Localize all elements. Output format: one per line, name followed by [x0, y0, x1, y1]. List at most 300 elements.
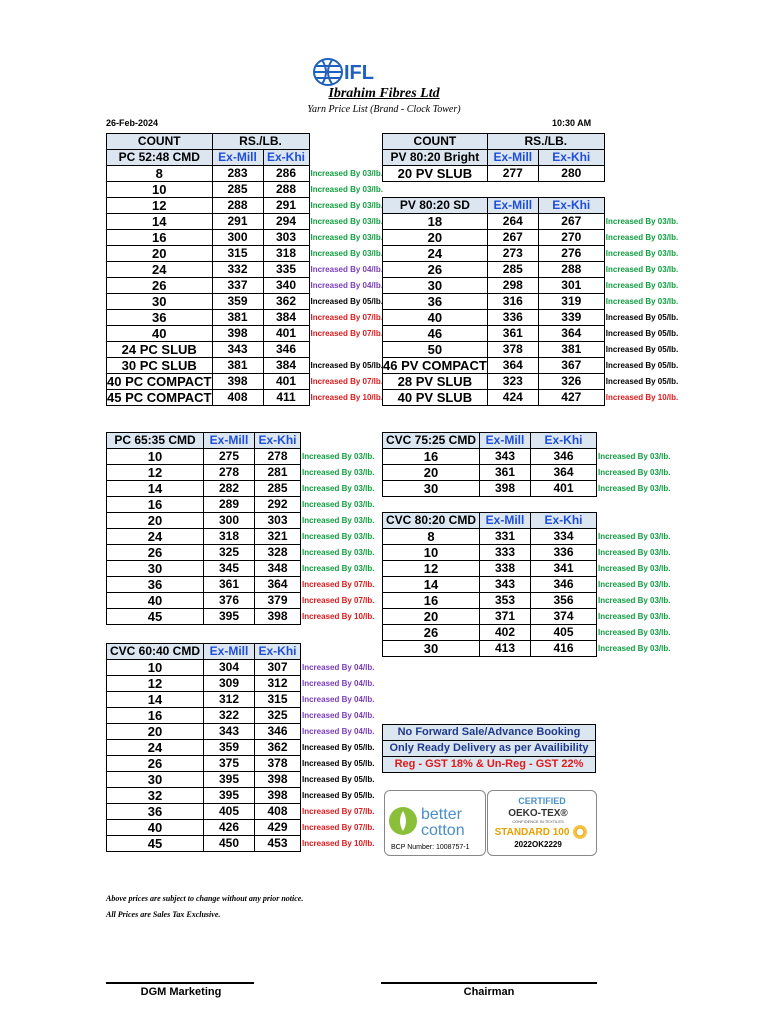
count-cell: 18 — [383, 214, 488, 230]
ex-khi-price: 288 — [263, 182, 309, 198]
count-cell: 14 — [107, 692, 204, 708]
change-note: Increased By 03/lb. — [302, 564, 375, 573]
price-row — [383, 166, 683, 182]
ex-mill-price: 450 — [204, 836, 255, 852]
change-note: Increased By 03/lb. — [302, 468, 375, 477]
price-row — [107, 529, 379, 545]
ex-khi-price: 319 — [538, 294, 604, 310]
price-row — [107, 198, 388, 214]
change-note: Increased By 04/lb. — [302, 663, 375, 672]
ex-khi-price: 362 — [255, 740, 301, 756]
company-name: Ibrahim Fibres Ltd — [328, 86, 440, 101]
ex-khi-price: 291 — [263, 198, 309, 214]
change-note: Increased By 03/lb. — [605, 281, 679, 290]
ex-khi-price: 364 — [538, 326, 604, 342]
count-cell: 14 — [107, 481, 204, 497]
change-note: Increased By 07/lb. — [302, 596, 375, 605]
section-title: PV 80:20 SD — [383, 198, 488, 214]
ex-khi-price: 401 — [263, 374, 309, 390]
count-cell: 16 — [383, 449, 480, 465]
ex-khi-price: 384 — [263, 310, 309, 326]
ex-mill-price: 264 — [487, 214, 538, 230]
price-row — [107, 465, 379, 481]
section-title: CVC 80:20 CMD — [383, 513, 480, 529]
change-note: Increased By 04/lb. — [302, 679, 375, 688]
ex-mill-price: 283 — [212, 166, 263, 182]
change-note: Increased By 03/lb. — [605, 233, 679, 242]
count-cell: 24 — [107, 740, 204, 756]
ex-mill-price: 361 — [480, 465, 531, 481]
price-row — [107, 708, 379, 724]
notice-gst: Reg - GST 18% & Un-Reg - GST 22% — [382, 756, 596, 773]
price-row — [107, 820, 379, 836]
change-note: Increased By 05/lb. — [302, 775, 375, 784]
price-row — [107, 230, 388, 246]
rs-per-lb-header: RS./LB. — [212, 134, 309, 150]
ex-khi-price: 381 — [538, 342, 604, 358]
ex-mill-price: 331 — [480, 529, 531, 545]
price-row — [107, 481, 379, 497]
ex-mill-price: 371 — [480, 609, 531, 625]
price-row — [383, 278, 683, 294]
count-cell: 30 PC SLUB — [107, 358, 213, 374]
change-note: Increased By 03/lb. — [598, 580, 671, 589]
change-note: Increased By 03/lb. — [310, 201, 383, 210]
ex-khi-price: 411 — [263, 390, 309, 406]
section-title: PC 52:48 CMD — [107, 150, 213, 166]
ex-khi-price: 267 — [538, 214, 604, 230]
ex-mill-price: 402 — [480, 625, 531, 641]
count-cell: 30 — [107, 294, 213, 310]
ex-mill-price: 325 — [204, 545, 255, 561]
price-row — [383, 310, 683, 326]
ex-khi-price: 307 — [255, 660, 301, 676]
ex-mill-price: 315 — [212, 246, 263, 262]
change-note: Increased By 03/lb. — [310, 217, 383, 226]
ex-khi-price: 408 — [255, 804, 301, 820]
price-row — [383, 214, 683, 230]
price-row — [107, 310, 388, 326]
change-note: Increased By 03/lb. — [598, 628, 671, 637]
ex-khi-price: 340 — [263, 278, 309, 294]
change-note: Increased By 03/lb. — [598, 596, 671, 605]
change-note: Increased By 03/lb. — [598, 484, 671, 493]
ex-khi-price: 398 — [255, 788, 301, 804]
ex-mill-header: Ex-Mill — [204, 644, 255, 660]
svg-text:2022OK2229: 2022OK2229 — [514, 840, 562, 849]
ex-khi-price: 288 — [538, 262, 604, 278]
count-cell: 30 — [107, 561, 204, 577]
price-row — [107, 246, 388, 262]
ex-mill-price: 395 — [204, 772, 255, 788]
oeko-tex-logo — [487, 790, 597, 856]
ex-khi-price: 292 — [255, 497, 301, 513]
ex-mill-price: 298 — [487, 278, 538, 294]
ex-mill-price: 405 — [204, 804, 255, 820]
price-row — [383, 593, 675, 609]
price-date: 26-Feb-2024 — [106, 118, 159, 128]
ex-mill-price: 343 — [204, 724, 255, 740]
count-cell: 26 — [107, 278, 213, 294]
count-cell: 20 — [383, 230, 488, 246]
price-list-subtitle: Yarn Price List (Brand - Clock Tower) — [307, 104, 461, 115]
price-row — [107, 182, 388, 198]
price-row — [383, 641, 675, 657]
change-note: Increased By 03/lb. — [598, 452, 671, 461]
count-cell: 46 — [383, 326, 488, 342]
svg-text:STANDARD 100: STANDARD 100 — [494, 827, 570, 838]
count-cell: 45 — [107, 609, 204, 625]
ex-mill-price: 343 — [480, 449, 531, 465]
price-row — [107, 342, 388, 358]
svg-text:IFL: IFL — [344, 62, 374, 84]
notice-ready-delivery: Only Ready Delivery as per Availibility — [382, 740, 596, 757]
section-title: CVC 75:25 CMD — [383, 433, 480, 449]
ex-mill-price: 336 — [487, 310, 538, 326]
count-cell: 32 — [107, 788, 204, 804]
count-cell: 16 — [107, 230, 213, 246]
ex-khi-price: 335 — [263, 262, 309, 278]
change-note: Increased By 03/lb. — [302, 484, 375, 493]
notice-forward-sale: No Forward Sale/Advance Booking — [382, 724, 596, 741]
svg-text:better: better — [421, 806, 462, 823]
change-note: Increased By 03/lb. — [598, 532, 671, 541]
count-cell: 36 — [107, 577, 204, 593]
oeko-tex-sun-icon — [573, 825, 587, 839]
ex-mill-price: 277 — [487, 166, 538, 182]
ex-khi-price: 328 — [255, 545, 301, 561]
change-note: Increased By 03/lb. — [310, 233, 383, 242]
ex-mill-price: 398 — [212, 326, 263, 342]
ex-mill-price: 345 — [204, 561, 255, 577]
ex-khi-price: 270 — [538, 230, 604, 246]
ex-khi-header: Ex-Khi — [538, 150, 604, 166]
price-row — [107, 326, 388, 342]
change-note: Increased By 05/lb. — [302, 759, 375, 768]
count-cell: 26 — [107, 545, 204, 561]
change-note: Increased By 03/lb. — [302, 548, 375, 557]
change-note: Increased By 03/lb. — [302, 532, 375, 541]
signature-chairman: Chairman — [463, 986, 515, 998]
change-note — [604, 166, 682, 182]
count-cell: 16 — [383, 593, 480, 609]
change-note: Increased By 03/lb. — [605, 249, 679, 258]
ex-khi-price: 356 — [531, 593, 597, 609]
price-row — [383, 230, 683, 246]
ex-khi-price: 286 — [263, 166, 309, 182]
ex-mill-price: 338 — [480, 561, 531, 577]
count-cell: 10 — [107, 449, 204, 465]
change-note — [309, 342, 387, 358]
change-note: Increased By 03/lb. — [598, 564, 671, 573]
change-note: Increased By 03/lb. — [598, 548, 671, 557]
change-note: Increased By 10/lb. — [302, 839, 375, 848]
ex-khi-price: 427 — [538, 390, 604, 406]
ex-mill-price: 375 — [204, 756, 255, 772]
ex-mill-price: 395 — [204, 609, 255, 625]
price-row — [107, 561, 379, 577]
price-row — [107, 497, 379, 513]
count-cell: 24 PC SLUB — [107, 342, 213, 358]
count-cell: 20 PV SLUB — [383, 166, 488, 182]
ex-mill-price: 361 — [204, 577, 255, 593]
ex-khi-price: 341 — [531, 561, 597, 577]
ex-mill-price: 291 — [212, 214, 263, 230]
ex-mill-price: 424 — [487, 390, 538, 406]
ex-khi-price: 379 — [255, 593, 301, 609]
ex-mill-price: 273 — [487, 246, 538, 262]
change-note: Increased By 05/lb. — [605, 361, 679, 370]
change-note: Increased By 05/lb. — [310, 297, 383, 306]
ex-mill-price: 323 — [487, 374, 538, 390]
ex-khi-price: 334 — [531, 529, 597, 545]
svg-text:BCP Number: 1008757-1: BCP Number: 1008757-1 — [391, 844, 470, 851]
count-cell: 12 — [107, 676, 204, 692]
ex-mill-price: 408 — [212, 390, 263, 406]
signature-line-chairman — [381, 982, 597, 984]
ex-khi-price: 312 — [255, 676, 301, 692]
ex-mill-price: 300 — [204, 513, 255, 529]
count-cell: 30 — [383, 481, 480, 497]
count-cell: 16 — [107, 497, 204, 513]
ex-khi-price: 346 — [531, 577, 597, 593]
change-note: Increased By 03/lb. — [302, 452, 375, 461]
change-note: Increased By 05/lb. — [302, 743, 375, 752]
price-time: 10:30 AM — [552, 118, 592, 128]
ex-mill-price: 285 — [212, 182, 263, 198]
count-cell: 46 PV COMPACT — [383, 358, 487, 373]
price-row — [107, 593, 379, 609]
count-cell: 16 — [107, 708, 204, 724]
change-note: Increased By 03/lb. — [310, 185, 383, 194]
count-cell: 14 — [107, 214, 213, 230]
count-cell: 30 — [383, 278, 488, 294]
ex-mill-header: Ex-Mill — [480, 433, 531, 449]
count-cell: 20 — [383, 465, 480, 481]
count-cell: 24 — [383, 246, 488, 262]
price-row — [383, 262, 683, 278]
cvc-75-25-table — [382, 432, 675, 657]
ex-khi-price: 326 — [538, 374, 604, 390]
ex-khi-header: Ex-Khi — [255, 644, 301, 660]
price-row — [383, 545, 675, 561]
footer-note-price-change: Above prices are subject to change without any prior notice. — [106, 894, 304, 903]
price-row — [107, 724, 379, 740]
change-note: Increased By 04/lb. — [302, 695, 375, 704]
change-note: Increased By 03/lb. — [598, 468, 671, 477]
ex-khi-price: 278 — [255, 449, 301, 465]
ex-khi-price: 346 — [531, 449, 597, 465]
change-note: Increased By 07/lb. — [310, 329, 383, 338]
better-cotton-logo — [384, 790, 486, 856]
ex-khi-price: 315 — [255, 692, 301, 708]
pc-65-35-table — [106, 432, 379, 625]
ex-mill-price: 278 — [204, 465, 255, 481]
count-cell: 26 — [107, 756, 204, 772]
change-note: Increased By 05/lb. — [605, 313, 679, 322]
svg-text:CERTIFIED: CERTIFIED — [518, 796, 566, 806]
price-row — [107, 577, 379, 593]
change-note: Increased By 07/lb. — [302, 807, 375, 816]
count-cell: 40 PC COMPACT — [107, 374, 212, 389]
price-row — [383, 326, 683, 342]
ex-khi-header: Ex-Khi — [531, 513, 597, 529]
ex-mill-price: 398 — [212, 374, 263, 390]
section-title: PV 80:20 Bright — [383, 150, 488, 166]
ex-khi-price: 416 — [531, 641, 597, 657]
change-note: Increased By 03/lb. — [598, 612, 671, 621]
price-row — [107, 294, 388, 310]
cvc-60-40-table — [106, 643, 379, 852]
ex-mill-header: Ex-Mill — [204, 433, 255, 449]
change-note: Increased By 07/lb. — [302, 823, 375, 832]
ex-mill-price: 275 — [204, 449, 255, 465]
sales-notice — [382, 725, 596, 773]
change-note: Increased By 07/lb. — [310, 313, 383, 322]
ex-khi-price: 294 — [263, 214, 309, 230]
price-row — [383, 609, 675, 625]
change-note: Increased By 03/lb. — [605, 265, 679, 274]
change-note: Increased By 07/lb. — [310, 377, 383, 386]
ex-mill-price: 395 — [204, 788, 255, 804]
count-cell: 24 — [107, 529, 204, 545]
price-row — [107, 756, 379, 772]
ex-khi-price: 401 — [263, 326, 309, 342]
ex-khi-price: 362 — [263, 294, 309, 310]
ex-mill-header: Ex-Mill — [212, 150, 263, 166]
price-row — [107, 214, 388, 230]
ex-khi-price: 281 — [255, 465, 301, 481]
ex-khi-price: 374 — [531, 609, 597, 625]
count-cell: 24 — [107, 262, 213, 278]
count-cell: 12 — [107, 198, 213, 214]
ex-khi-price: 367 — [538, 358, 604, 374]
change-note: Increased By 05/lb. — [605, 345, 679, 354]
ex-mill-price: 322 — [204, 708, 255, 724]
ex-mill-price: 413 — [480, 641, 531, 657]
price-row — [107, 449, 379, 465]
count-cell: 40 — [383, 310, 488, 326]
ex-khi-price: 325 — [255, 708, 301, 724]
ex-mill-price: 426 — [204, 820, 255, 836]
count-cell: 12 — [383, 561, 480, 577]
price-row — [107, 545, 379, 561]
ex-mill-price: 285 — [487, 262, 538, 278]
price-row — [383, 449, 675, 465]
change-note: Increased By 10/lb. — [310, 393, 383, 402]
ex-mill-price: 332 — [212, 262, 263, 278]
ex-mill-price: 300 — [212, 230, 263, 246]
change-note: Increased By 07/lb. — [302, 580, 375, 589]
price-row — [107, 358, 388, 374]
ex-khi-price: 346 — [263, 342, 309, 358]
ex-khi-price: 348 — [255, 561, 301, 577]
change-note: Increased By 03/lb. — [302, 500, 375, 509]
change-note: Increased By 03/lb. — [310, 169, 383, 178]
count-cell: 20 — [107, 513, 204, 529]
ex-khi-price: 339 — [538, 310, 604, 326]
section-title: CVC 60:40 CMD — [107, 644, 204, 660]
better-cotton-leaf-icon — [389, 807, 417, 835]
pv-80-20-table — [382, 133, 682, 406]
change-note: Increased By 05/lb. — [605, 377, 679, 386]
ex-mill-price: 289 — [204, 497, 255, 513]
ex-mill-price: 316 — [487, 294, 538, 310]
count-cell: 20 — [383, 609, 480, 625]
ex-mill-price: 361 — [487, 326, 538, 342]
price-row — [107, 513, 379, 529]
globe-icon — [314, 59, 342, 85]
change-note: Increased By 05/lb. — [605, 329, 679, 338]
change-note: Increased By 03/lb. — [310, 249, 383, 258]
rs-per-lb-header: RS./LB. — [487, 134, 604, 150]
change-note: Increased By 10/lb. — [605, 393, 679, 402]
price-row — [383, 374, 683, 390]
price-row — [107, 788, 379, 804]
price-row — [107, 836, 379, 852]
count-header: COUNT — [107, 134, 213, 150]
price-row — [107, 262, 388, 278]
ex-mill-price: 343 — [480, 577, 531, 593]
ex-khi-price: 453 — [255, 836, 301, 852]
price-row — [383, 342, 683, 358]
count-cell: 36 — [383, 294, 488, 310]
ex-mill-price: 381 — [212, 358, 263, 374]
ex-khi-price: 285 — [255, 481, 301, 497]
change-note: Increased By 03/lb. — [605, 217, 679, 226]
ex-mill-price: 353 — [480, 593, 531, 609]
ex-khi-price: 364 — [531, 465, 597, 481]
ex-mill-price: 381 — [212, 310, 263, 326]
pc-52-48-table — [106, 133, 388, 406]
ex-khi-price: 398 — [255, 609, 301, 625]
change-note: Increased By 03/lb. — [302, 516, 375, 525]
count-cell: 10 — [107, 660, 204, 676]
ex-khi-price: 276 — [538, 246, 604, 262]
price-row — [383, 577, 675, 593]
ex-mill-price: 364 — [487, 358, 538, 374]
ex-khi-price: 321 — [255, 529, 301, 545]
ex-khi-price: 346 — [255, 724, 301, 740]
ex-mill-header: Ex-Mill — [480, 513, 531, 529]
count-cell: 40 — [107, 326, 213, 342]
ex-mill-price: 343 — [212, 342, 263, 358]
signature-line-dgm — [106, 982, 254, 984]
price-row — [383, 390, 683, 406]
ex-khi-price: 429 — [255, 820, 301, 836]
price-row — [383, 561, 675, 577]
ex-khi-price: 303 — [255, 513, 301, 529]
count-cell: 8 — [107, 166, 213, 182]
count-header: COUNT — [383, 134, 488, 150]
ex-mill-price: 288 — [212, 198, 263, 214]
price-row — [107, 676, 379, 692]
change-note: Increased By 03/lb. — [605, 297, 679, 306]
ex-khi-price: 301 — [538, 278, 604, 294]
count-cell: 45 — [107, 836, 204, 852]
change-note: Increased By 04/lb. — [302, 711, 375, 720]
change-note: Increased By 05/lb. — [310, 361, 383, 370]
price-row — [383, 481, 675, 497]
ex-khi-price: 280 — [538, 166, 604, 182]
count-cell: 26 — [383, 625, 480, 641]
ex-khi-price: 401 — [531, 481, 597, 497]
signature-dgm-marketing: DGM Marketing — [140, 986, 222, 998]
count-cell: 10 — [383, 545, 480, 561]
ex-khi-header: Ex-Khi — [538, 198, 604, 214]
price-row — [107, 772, 379, 788]
ex-khi-header: Ex-Khi — [255, 433, 301, 449]
